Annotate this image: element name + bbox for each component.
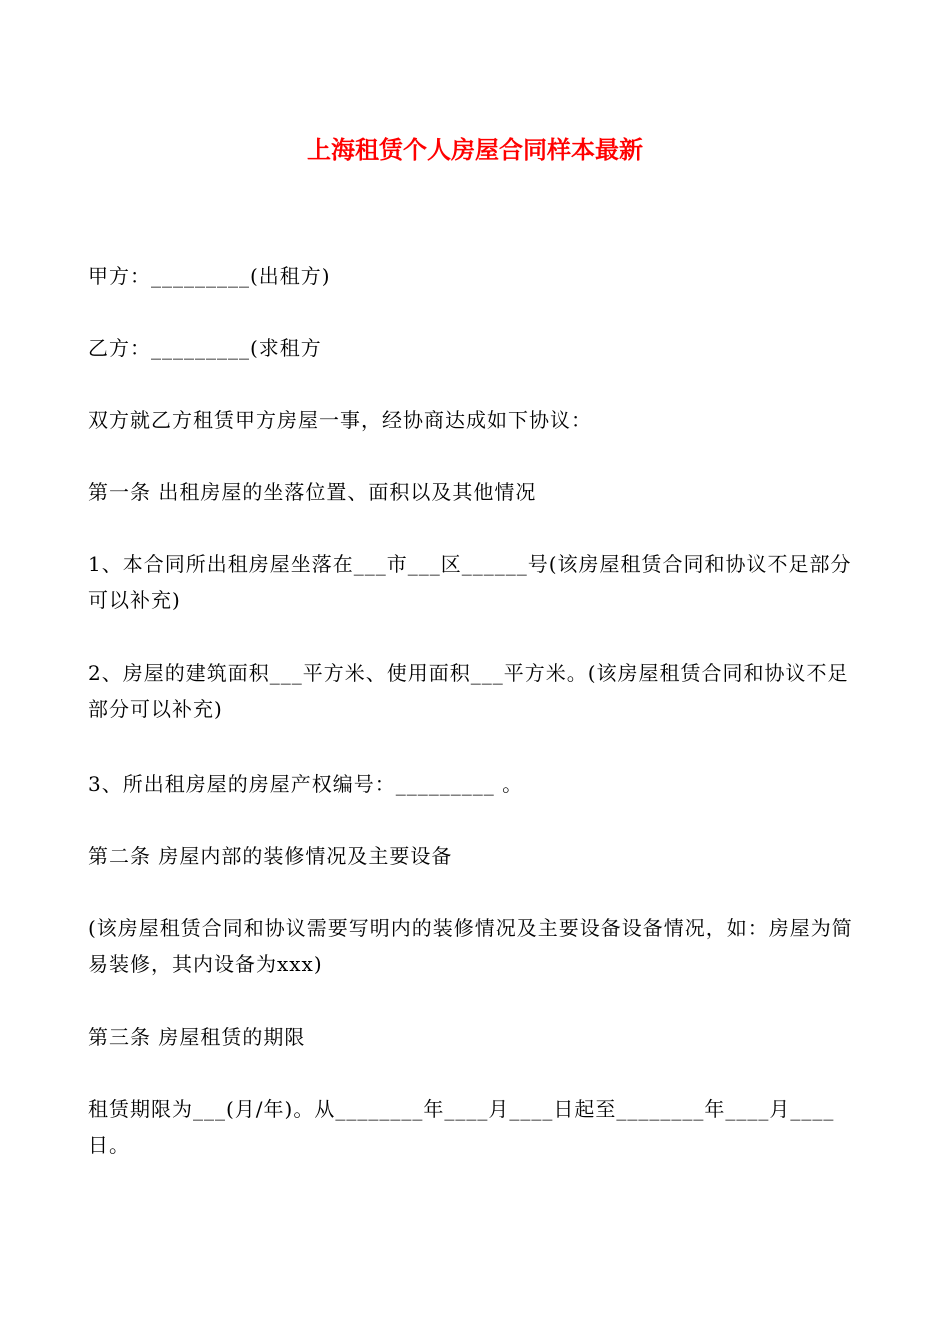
party-a-line: 甲方：_________(出租方) <box>88 264 331 288</box>
article-2-note: (该房屋租赁合同和协议需要写明内的装修情况及主要设备设备情况，如：房屋为简易装修，其内设备为xxx) <box>88 916 853 976</box>
party-b-line: 乙方：_________(求租方 <box>88 336 322 360</box>
article-1-heading: 第一条 出租房屋的坐落位置、面积以及其他情况 <box>88 480 537 504</box>
article-1-item-3: 3、所出租房屋的房屋产权编号：_________ 。 <box>88 772 524 796</box>
article-2-heading: 第二条 房屋内部的装修情况及主要设备 <box>88 844 453 868</box>
document-title: 上海租赁个人房屋合同样本最新 <box>307 136 643 164</box>
article-1-item-1: 1、本合同所出租房屋坐落在___市___区______号(该房屋租赁合同和协议不足部分可以补充) <box>88 552 852 612</box>
agreement-intro: 双方就乙方租赁甲方房屋一事，经协商达成如下协议： <box>88 408 592 432</box>
article-1-item-2: 2、房屋的建筑面积___平方米、使用面积___平方米。(该房屋租赁合同和协议不足部分可以补充) <box>88 661 849 721</box>
lease-term-line: 租赁期限为___(月/年)。从________年____月____日起至________年____月____日。 <box>88 1097 835 1157</box>
article-3-heading: 第三条 房屋租赁的期限 <box>88 1025 306 1049</box>
